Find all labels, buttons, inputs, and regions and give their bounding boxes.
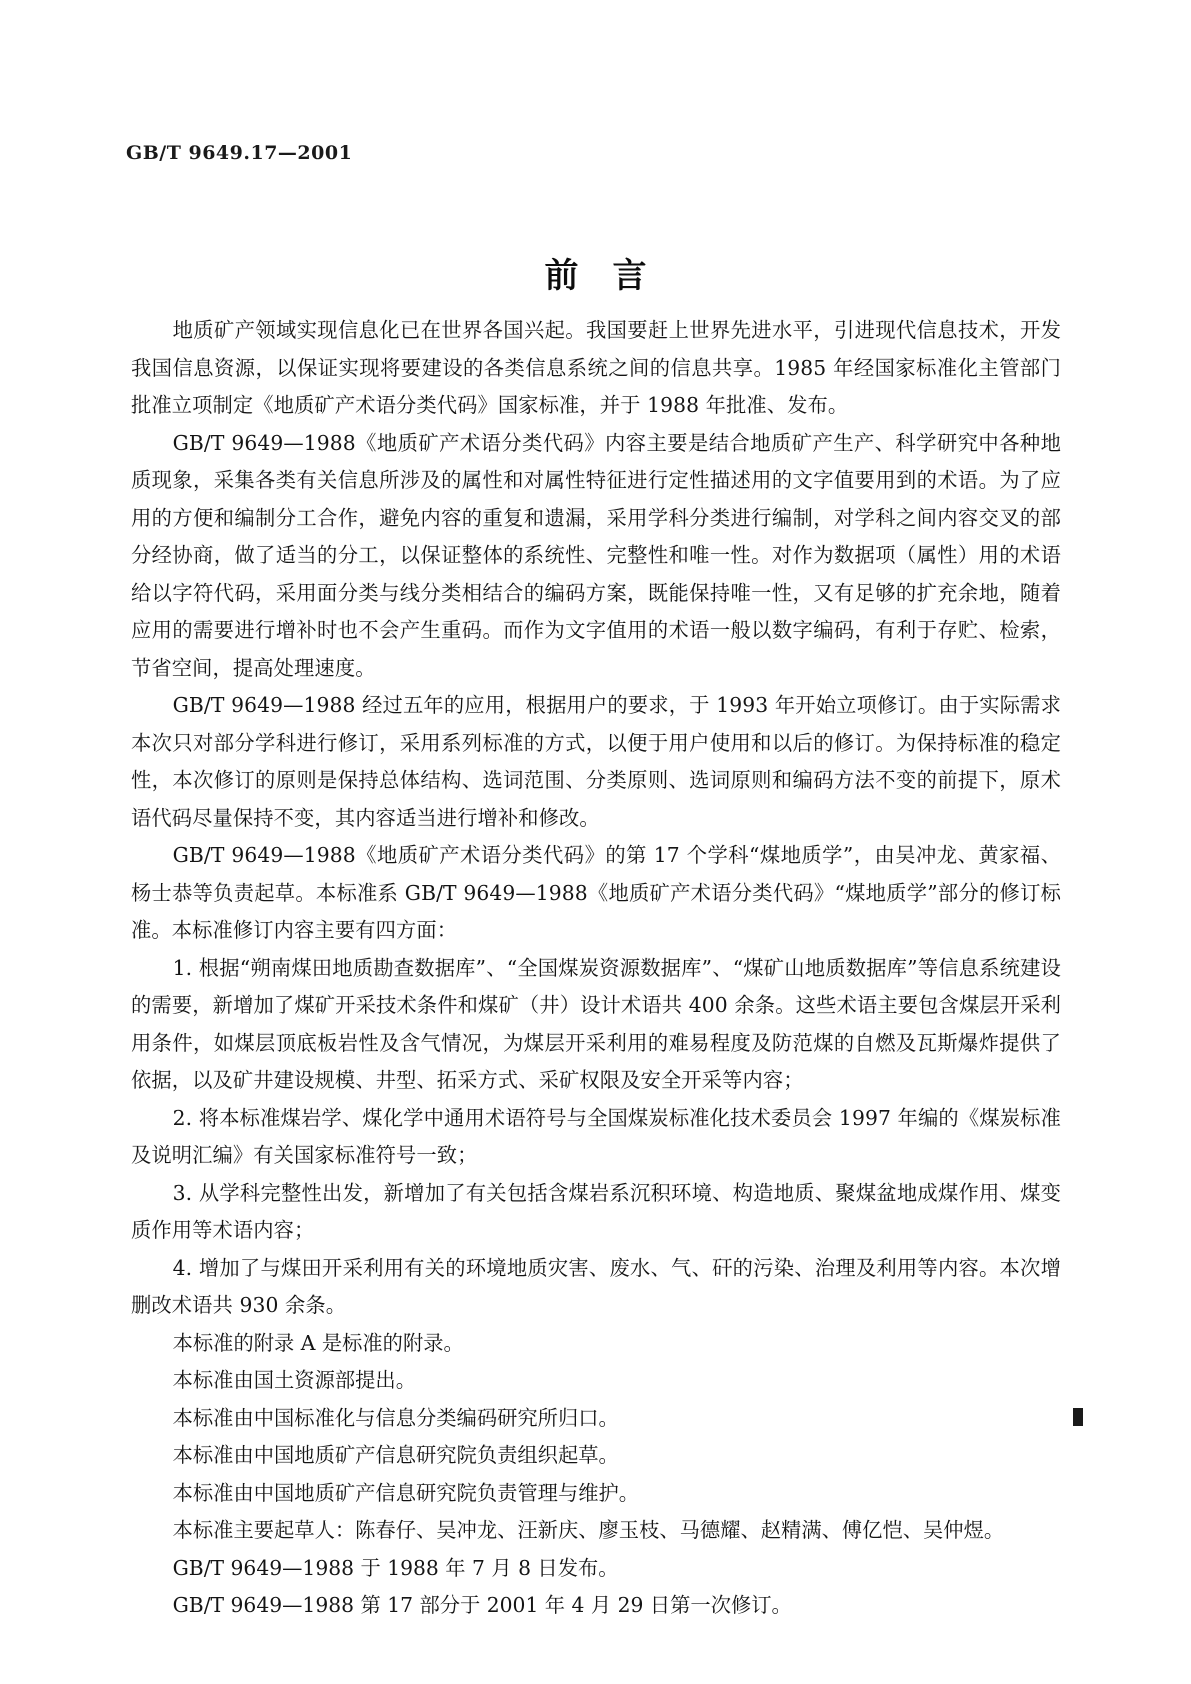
standard-code-header: GB/T 9649.17—2001 <box>126 142 353 164</box>
foreword-body <box>131 312 1061 1625</box>
statement-line: 本标准由中国地质矿产信息研究院负责管理与维护。 <box>172 1480 640 1505</box>
numbered-item: 1. 根据“朔南煤田地质勘查数据库”、“全国煤炭资源数据库”、“煤矿山地质数据库”等信息系统建设的需要，新增加了煤矿开采技术条件和煤矿（井）设计术语共 400 余条。这些术语主要包含煤层开采利用条件，如煤层顶底板岩性及含气情况，为煤层开采利用的难易程度及防范煤的自燃及瓦斯爆炸提供了依据，以及矿井建设规模、井型、拓采方式、采矿权限及安全开采等内容； <box>131 955 1061 1092</box>
statement-line: 本标准由中国地质矿产信息研究院负责组织起草。 <box>172 1443 619 1467</box>
page-number-mark <box>1073 1408 1083 1426</box>
paragraph: GB/T 9649—1988《地质矿产术语分类代码》内容主要是结合地质矿产生产、科学研究中各种地质现象，采集各类有关信息所涉及的属性和对属性特征进行定性描述用的文字值要用到的术语。为了应用的方便和编制分工合作，避免内容的重复和遗漏，采用学科分类进行编制，对学科之间内容交叉的部分经协商，做了适当的分工，以保证整体的系统性、完整性和唯一性。对作为数据项（属性）用的术语给以字符代码，采用面分类与线分类相结合的编码方案，既能保持唯一性，又有足够的扩充余地，随着应用的需要进行增补时也不会产生重码。而作为文字值用的术语一般以数字编码，有利于存贮、检索，节省空间，提高处理速度。 <box>131 430 1061 680</box>
statement-line: 本标准由中国标准化与信息分类编码研究所归口。 <box>172 1405 619 1430</box>
numbered-item: 2. 将本标准煤岩学、煤化学中通用术语符号与全国煤炭标准化技术委员会 1997 年编的《煤炭标准及说明汇编》有关国家标准符号一致； <box>131 1105 1061 1167</box>
paragraph: GB/T 9649—1988 经过五年的应用，根据用户的要求，于 1993 年开始立项修订。由于实际需求本次只对部分学科进行修订，采用系列标准的方式，以便于用户使用和以后的修订。为保持标准的稳定性，本次修订的原则是保持总体结构、选词范围、分类原则、选词原则和编码方法不变的前提下，原术语代码尽量保持不变，其内容适当进行增补和修改。 <box>131 693 1061 830</box>
numbered-item: 4. 增加了与煤田开采利用有关的环境地质灾害、废水、气、矸的污染、治理及利用等内容。本次增删改术语共 930 余条。 <box>131 1255 1061 1317</box>
statement-line: 本标准的附录 A 是标准的附录。 <box>172 1330 464 1355</box>
page-title: 前言 <box>544 256 681 296</box>
statement-line: 本标准由国土资源部提出。 <box>172 1368 416 1392</box>
statement-line: GB/T 9649—1988 于 1988 年 7 月 8 日发布。 <box>172 1555 619 1580</box>
statement-line: GB/T 9649—1988 第 17 部分于 2001 年 4 月 29 日第一次修订。 <box>172 1593 792 1617</box>
paragraph: 地质矿产领域实现信息化已在世界各国兴起。我国要赶上世界先进水平，引进现代信息技术，开发我国信息资源，以保证实现将要建设的各类信息系统之间的信息共享。1985 年经国家标准化主管部门批准立项制定《地质矿产术语分类代码》国家标准，并于 1988 年批准、发布。 <box>131 318 1061 417</box>
paragraph: GB/T 9649—1988《地质矿产术语分类代码》的第 17 个学科“煤地质学”，由吴冲龙、黄家福、杨士恭等负责起草。本标准系 GB/T 9649—1988《地质矿产术语分类代码》“煤地质学”部分的修订标准。本标准修订内容主要有四方面： <box>131 843 1061 942</box>
numbered-item: 3. 从学科完整性出发，新增加了有关包括含煤岩系沉积环境、构造地质、聚煤盆地成煤作用、煤变质作用等术语内容； <box>131 1180 1061 1242</box>
statement-line: 本标准主要起草人：陈春仔、吴冲龙、汪新庆、廖玉枝、马德耀、赵精满、傅亿恺、吴仲煜。 <box>172 1518 1005 1542</box>
